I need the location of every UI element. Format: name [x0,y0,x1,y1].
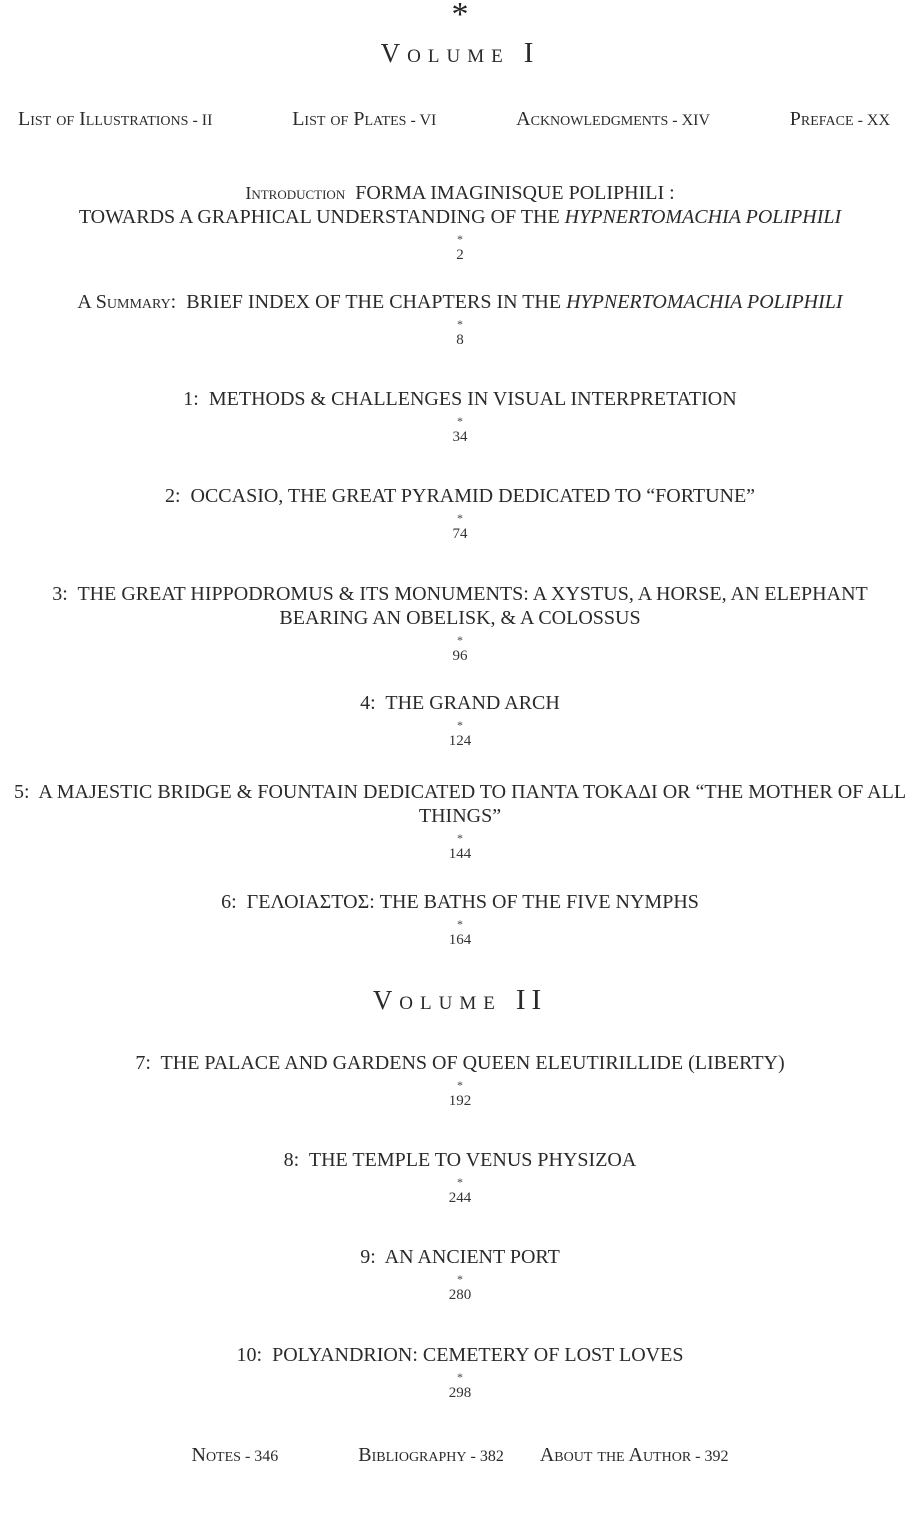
asterisk-icon: * [457,1078,463,1092]
asterisk-icon: * [457,633,463,647]
asterisk-icon: * [457,917,463,931]
chapter-title: THE GRAND ARCH [385,692,560,714]
toc-entry-chapter-7[interactable] [0,1051,920,1111]
page-number: XIV [681,112,711,129]
back-matter-bibliography[interactable]: Bibliography - 382 [358,1444,504,1466]
chapter-number: 5: [13,781,30,803]
toc-entry-introduction[interactable]: Introduction FORMA IMAGINISQUE POLIPHILI : TOWARDS A GRAPHICAL UNDERSTANDING OF THE HYPNERTOMACHIA POLIPHILI * 2 [0,181,920,265]
chapter-number: 7: [135,1052,151,1074]
chapter-number: 9: [360,1246,376,1268]
front-matter-acknowledgments[interactable]: Acknowledgments - XIV [516,108,711,130]
page-number: 124 [448,733,472,749]
toc-entry-chapter-2[interactable] [0,484,920,544]
chapter-number: 10: [236,1344,263,1366]
asterisk-icon: * [457,1370,463,1384]
chapter-number: 4: [360,692,376,714]
back-matter-notes[interactable]: Notes - 346 [191,1444,279,1466]
toc-entry-chapter-5[interactable] [0,780,920,864]
volume-1-heading [0,38,920,68]
book-title-italic: HYPNERTOMACHIA POLIPHILI [566,291,843,313]
toc-entry-chapter-8[interactable] [0,1148,920,1208]
page-number: 346 [254,1448,279,1465]
toc-entry-chapter-3[interactable] [0,582,920,666]
back-matter-about-author[interactable]: About the Author - 392 [539,1444,729,1466]
asterisk-icon: * [457,317,463,331]
chapter-title: OCCASIO, THE GREAT PYRAMID DEDICATED TO “FORTUNE” [190,485,756,507]
chapter-number: 8: [283,1149,300,1171]
entry-prefix: A Summary: [77,291,177,313]
asterisk-icon: * [457,718,463,732]
chapter-title: METHODS & CHALLENGES IN VISUAL INTERPRETATION [208,388,737,410]
page-number: 144 [448,846,472,862]
chapter-title: AN ANCIENT PORT [384,1246,560,1268]
chapter-title: THE TEMPLE TO VENUS PHYSIZOA [308,1149,637,1171]
page-number: VI [419,112,437,129]
toc-entry-chapter-1[interactable] [0,387,920,447]
asterisk-icon: * [457,1175,463,1189]
volume-label: Volume [372,985,502,1015]
toc-entry-summary[interactable]: A Summary: BRIEF INDEX OF THE CHAPTERS IN THE HYPNERTOMACHIA POLIPHILI * 8 [0,290,920,350]
page-number: 8 [456,332,464,348]
chapter-title: ΓΕΛΟΙΑΣΤΟΣ: THE BATHS OF THE FIVE NYMPHS [246,891,699,913]
page-number: 34 [452,429,468,445]
asterisk-icon: * [457,414,463,428]
page-number: II [201,112,213,129]
ornament-asterisk-icon: * [451,0,469,33]
front-matter-illustrations[interactable]: List of Illustrations - II [18,108,213,130]
page-number: 244 [448,1190,472,1206]
asterisk-icon: * [457,232,463,246]
page-number: 2 [456,247,464,263]
volume-numeral: II [515,984,548,1016]
volume-numeral: I [523,37,540,69]
chapter-title: POLYANDRION: CEMETERY OF LOST LOVES [272,1344,684,1366]
front-matter-plates[interactable]: List of Plates - VI [292,108,437,130]
chapter-number: 1: [183,388,199,410]
volume-label: Volume [380,38,510,68]
page-number: 74 [452,526,468,542]
toc-entry-chapter-10[interactable] [0,1343,920,1403]
page-number: 382 [479,1448,504,1465]
entry-prefix: Introduction [245,183,346,203]
chapter-number: 6: [221,891,237,913]
back-matter-row [0,1444,920,1467]
asterisk-icon: * [457,511,463,525]
toc-entry-chapter-6[interactable] [0,890,920,950]
chapter-title: A MAJESTIC BRIDGE & FOUNTAIN DEDICATED TO ΠΑΝΤΑ ΤΟΚΑΔΙ OR “THE MOTHER OF ALL THINGS” [38,781,907,827]
chapter-title: THE PALACE AND GARDENS OF QUEEN ELEUTIRILLIDE (LIBERTY) [160,1052,785,1074]
chapter-number: 3: [52,583,68,605]
toc-entry-chapter-4[interactable] [0,691,920,751]
asterisk-icon: * [457,831,463,845]
front-matter-row [0,108,920,131]
page-number: 298 [448,1385,472,1401]
chapter-title: THE GREAT HIPPODROMUS & ITS MONUMENTS: A XYSTUS, A HORSE, AN ELEPHANT BEARING AN OBELISK, & A COLOSSUS [77,583,868,629]
toc-entry-chapter-9[interactable] [0,1245,920,1305]
page-number: 96 [452,648,468,664]
chapter-number: 2: [164,485,181,507]
page-number: 280 [448,1287,472,1303]
page-number: XX [866,112,890,129]
book-title-italic: HYPNERTOMACHIA POLIPHILI [564,206,842,228]
asterisk-icon: * [457,1272,463,1286]
front-matter-preface[interactable]: Preface - XX [789,108,890,130]
page-number: 192 [448,1093,472,1109]
entry-title-line1: FORMA IMAGINISQUE POLIPHILI : [355,182,675,204]
page-number: 164 [448,932,472,948]
volume-2-heading [0,985,920,1015]
page-number: 392 [704,1448,729,1465]
